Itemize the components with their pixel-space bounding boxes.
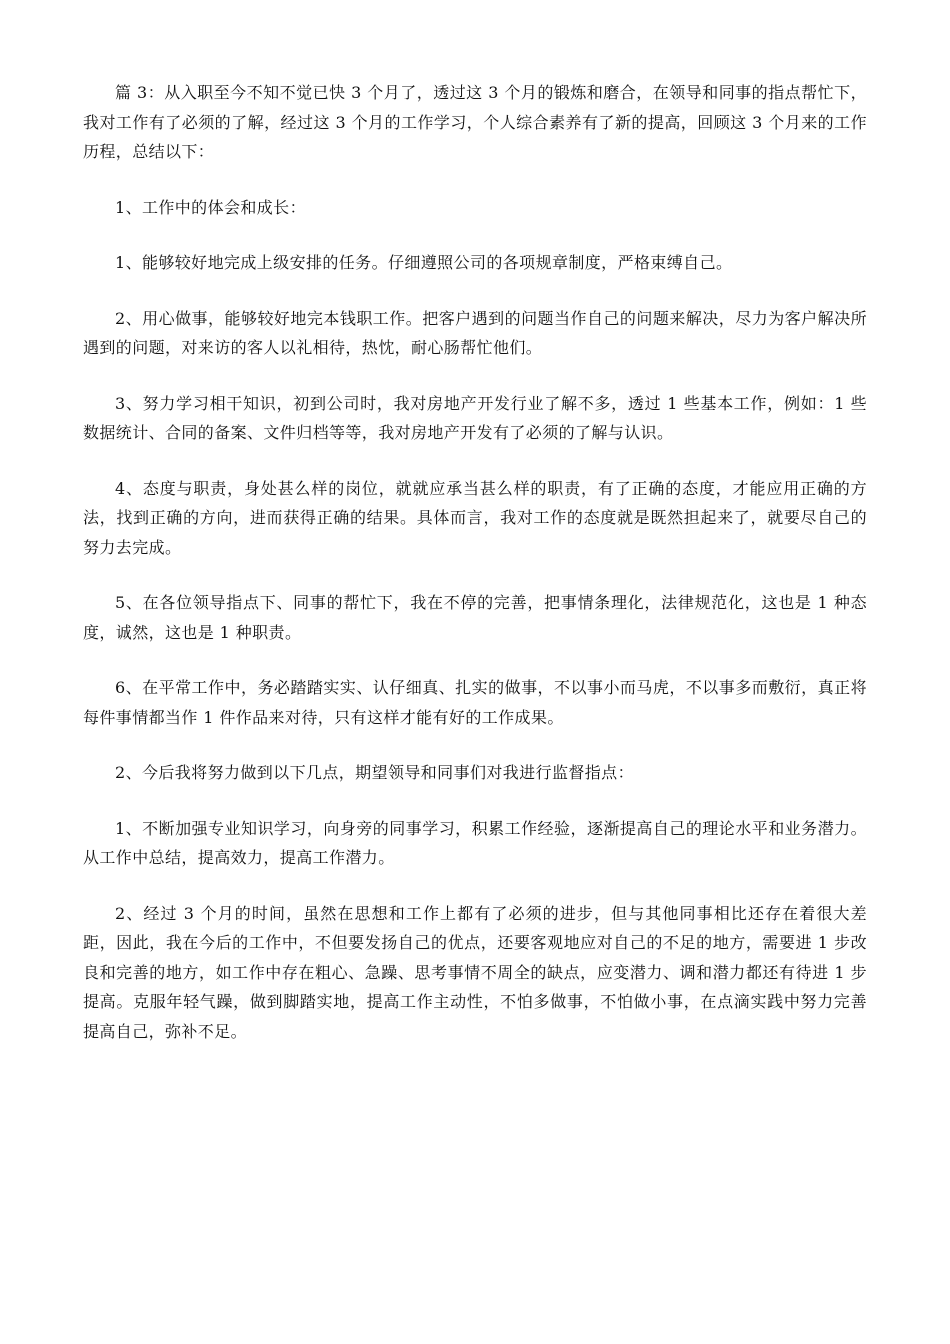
paragraph-item-2: 2、用心做事，能够较好地完本钱职工作。把客户遇到的问题当作自己的问题来解决，尽力为客户解决所遇到的问题，对来访的客人以礼相待，热忱，耐心肠帮忙他们。 [83,308,867,357]
paragraph-item-3: 3、努力学习相干知识，初到公司时，我对房地产开发行业了解不多，透过 1 些基本工作，例如：1 些数据统计、合同的备案、文件归档等等，我对房地产开发有了必须的了解与认识。 [83,393,867,442]
section-heading-plans: 2、今后我将努力做到以下几点，期望领导和同事们对我进行监督指点： [115,763,634,782]
plan-item-2: 2、经过 3 个月的时间，虽然在思想和工作上都有了必须的进步，但与其他同事相比还存在着很大差距，因此，我在今后的工作中，不但要发扬自己的优点，还要客观地应对自己的不足的地方，需要进 1 步改良和完善的地方，如工作中存在粗心、急躁、思考事情不周全的缺点，应变潜力、调和潜力都还有待进 1 步提高。克服年轻气躁，做到脚踏实地，提高工作主动性，不怕多做事，不怕做小事，在点滴实践中努力完善提高自己，弥补不足。 [83,903,867,1041]
intro-paragraph: 篇 3：从入职至今不知不觉已快 3 个月了，透过这 3 个月的锻炼和磨合，在领导和同事的指点帮忙下，我对工作有了必须的了解，经过这 3 个月的工作学习，个人综合素养有了新的提高，回顾这 3 个月来的工作历程，总结以下： [83,83,867,161]
paragraph-item-1: 1、能够较好地完成上级安排的任务。仔细遵照公司的各项规章制度，严格束缚自己。 [115,253,733,272]
plan-item-1: 1、不断加强专业知识学习，向身旁的同事学习，积累工作经验，逐渐提高自己的理论水平和业务潜力。从工作中总结，提高效力，提高工作潜力。 [83,818,867,867]
paragraph-item-4: 4、态度与职责，身处甚么样的岗位，就就应承当甚么样的职责，有了正确的态度，才能应用正确的方法，找到正确的方向，进而获得正确的结果。具体而言，我对工作的态度就是既然担起来了，就要尽自己的努力去完成。 [83,478,867,557]
document-body [83,78,867,1072]
section-heading-experience: 1、工作中的体会和成长： [115,197,306,217]
paragraph-item-5: 5、在各位领导指点下、同事的帮忙下，我在不停的完善，把事情条理化，法律规范化，这也是 1 种态度，诚然，这也是 1 种职责。 [83,593,867,642]
paragraph-item-6: 6、在平常工作中，务必踏踏实实、认仔细真、扎实的做事，不以事小而马虎，不以事多而敷衍，真正将每件事情都当作 1 件作品来对待，只有这样才能有好的工作成果。 [83,678,867,727]
